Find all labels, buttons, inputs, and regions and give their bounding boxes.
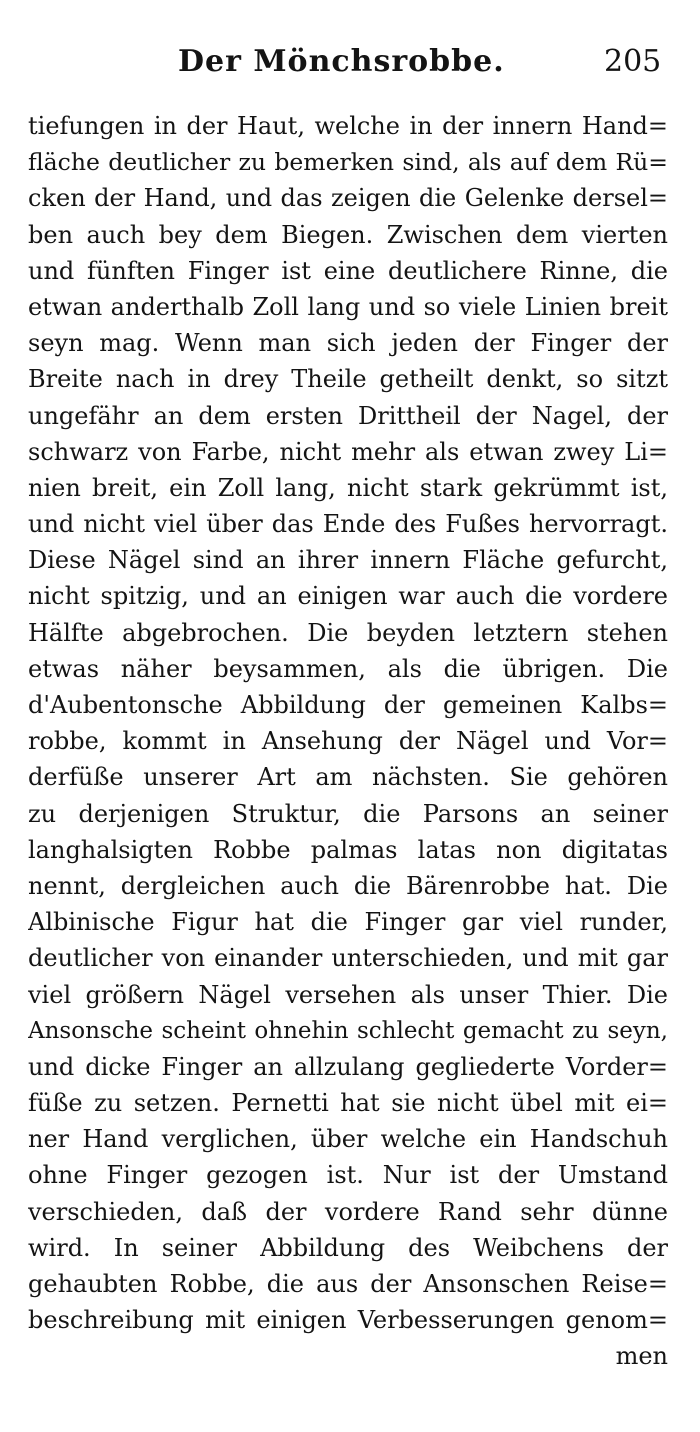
text-line: robbe, kommt in Ansehung der Nägel und Vor= [28,727,668,756]
text-line: gehaubten Robbe, die aus der Ansonschen Reise= [28,1270,668,1298]
running-head [0,44,700,84]
text-line: ungefähr an dem ersten Drittheil der Nagel, der [28,401,668,430]
text-line: Ansonsche scheint ohnehin schlecht gemacht zu seyn, [28,1017,668,1044]
body-text [28,108,668,1375]
text-line: Breite nach in drey Theile getheilt denkt, so sitzt [28,365,668,394]
text-line: men [615,1342,668,1371]
text-line: tiefungen in der Haut, welche in der innern Hand= [28,112,668,140]
text-line: langhalsigten Robbe palmas latas non digitatas [28,835,668,864]
text-line: deutlicher von einander unterschieden, und mit gar [28,944,668,973]
page-title: Der Mönchsrobbe. [178,44,505,79]
text-line: Albinische Figur hat die Finger gar viel runder, [28,908,668,937]
text-line: ben auch bey dem Biegen. Zwischen dem vierten [28,220,668,249]
text-line: beschreibung mit einigen Verbesserungen genom= [28,1306,668,1335]
text-line: wird. In seiner Abbildung des Weibchens der [28,1233,668,1262]
text-line: cken der Hand, und das zeigen die Gelenke dersel= [28,184,668,213]
text-line: d'Aubentonsche Abbildung der gemeinen Kalbs= [28,691,668,719]
text-line: Hälfte abgebrochen. Die beyden letztern stehen [28,618,668,647]
text-line: nicht spitzig, und an einigen war auch die vordere [28,582,668,611]
text-line: schwarz von Farbe, nicht mehr als etwan zwey Li= [28,437,668,466]
text-line: Diese Nägel sind an ihrer innern Fläche gefurcht, [28,546,668,575]
text-line: derfüße unserer Art am nächsten. Sie gehören [28,763,668,792]
text-line: und dicke Finger an allzulang gegliederte Vorder= [28,1052,668,1081]
text-line: seyn mag. Wenn man sich jeden der Finger der [28,329,668,358]
text-line: nennt, dergleichen auch die Bärenrobbe hat. Die [28,871,668,900]
page-number: 205 [604,44,662,79]
text-line: und nicht viel über das Ende des Fußes hervorragt. [28,510,668,539]
text-line: etwas näher beysammen, als die übrigen. Die [28,654,668,683]
text-line: nien breit, ein Zoll lang, nicht stark gekrümmt ist, [28,473,668,502]
text-line: und fünften Finger ist eine deutlichere Rinne, die [28,256,668,285]
text-line: ner Hand verglichen, über welche ein Handschuh [28,1125,668,1154]
text-line: ohne Finger gezogen ist. Nur ist der Umstand [28,1161,668,1190]
text-line: zu derjenigen Struktur, die Parsons an seiner [28,799,668,828]
text-line: etwan anderthalb Zoll lang und so viele Linien breit [28,292,668,321]
text-line: verschieden, daß der vordere Rand sehr dünne [28,1197,668,1226]
text-line: viel größern Nägel versehen als unser Thier. Die [28,980,668,1009]
text-line: füße zu setzen. Pernetti hat sie nicht übel mit ei= [28,1089,668,1118]
text-line: fläche deutlicher zu bemerken sind, als auf dem Rü= [28,148,668,177]
